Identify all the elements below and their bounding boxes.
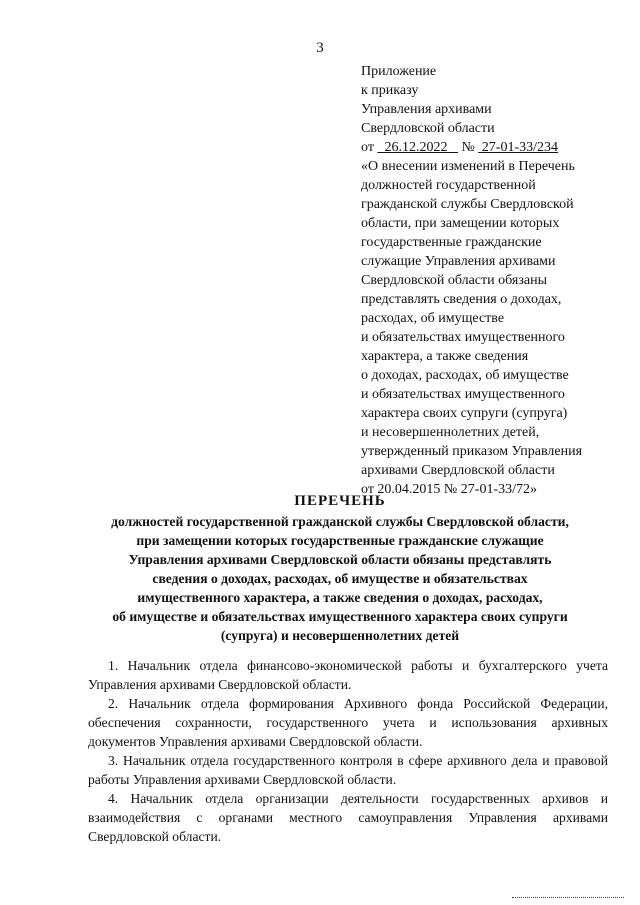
appendix-line: характера своих супруги (супруга) [361,406,568,421]
appendix-line: к приказу [361,83,419,98]
appendix-date-line [361,138,631,157]
page-number: 3 [316,40,324,56]
appendix-line: гражданской службы Свердловской [361,197,574,212]
appendix-line: «О внесении изменений в Перечень [361,159,575,174]
title-heading: ПЕРЕЧЕНЬ [294,493,386,509]
footer-divider [512,897,624,898]
title-line: имущественного характера, а также сведения о доходах, расходах, [137,590,543,605]
appendix-line: и обязательствах имущественного [361,330,565,345]
appendix-line: и несовершеннолетних детей, [361,425,540,440]
list-item: 1. Начальник отдела финансово-экономической работы и бухгалтерского учета Управления архивами Свердловской области. [88,658,608,692]
appendix-line: области, при замещении которых [361,216,560,231]
order-date: 26.12.2022 [384,140,448,155]
title-line: должностей государственной гражданской службы Свердловской области, [111,514,569,529]
title-line: сведения о доходах, расходах, об имуществе и обязательствах [152,571,528,586]
title-line: при замещении которых государственные гражданские служащие [136,533,544,548]
document-title [60,492,620,645]
appendix-line: государственные гражданские [361,235,542,250]
title-line: (супруга) и несовершеннолетних детей [220,628,460,643]
appendix-line: и обязательствах имущественного [361,387,565,402]
date-prefix: от [361,140,374,155]
order-number: 27-01-33/234 [481,140,559,155]
appendix-line: Приложение [361,64,437,79]
appendix-line: от 20.04.2015 № 27-01-33/72» [361,482,538,497]
list-item: 2. Начальник отдела формирования Архивного фонда Российской Федерации, обеспечения сохранности, государственного учета и использования архивных документов Управления архивами Свердловской области. [88,696,608,749]
list-item: 3. Начальник отдела государственного контроля в сфере архивного дела и правовой работы Управления архивами Свердловской области. [88,753,608,787]
title-line: об имуществе и обязательствах имущественного характера своих супруги [112,609,568,624]
appendix-block [361,62,631,499]
appendix-line: должностей государственной [361,178,536,193]
appendix-line: архивами Свердловской области [361,463,555,478]
list-item: 4. Начальник отдела организации деятельности государственных архивов и взаимодействия с органами местного самоуправления Управления архивами Свердловской области. [88,791,608,844]
appendix-line: Свердловской области обязаны [361,273,547,288]
appendix-line: Управления архивами [361,102,492,117]
appendix-line: служащие Управления архивами [361,254,556,269]
number-prefix: № [461,140,475,155]
appendix-line: представлять сведения о доходах, [361,292,562,307]
title-line: Управления архивами Свердловской области обязаны представлять [128,552,552,567]
appendix-line: характера, а также сведения [361,349,529,364]
appendix-line: утвержденный приказом Управления [361,444,583,459]
positions-list [88,656,608,846]
appendix-line: Свердловской области [361,121,495,136]
appendix-line: о доходах, расходах, об имуществе [361,368,569,383]
appendix-line: расходах, об имуществе [361,311,505,326]
